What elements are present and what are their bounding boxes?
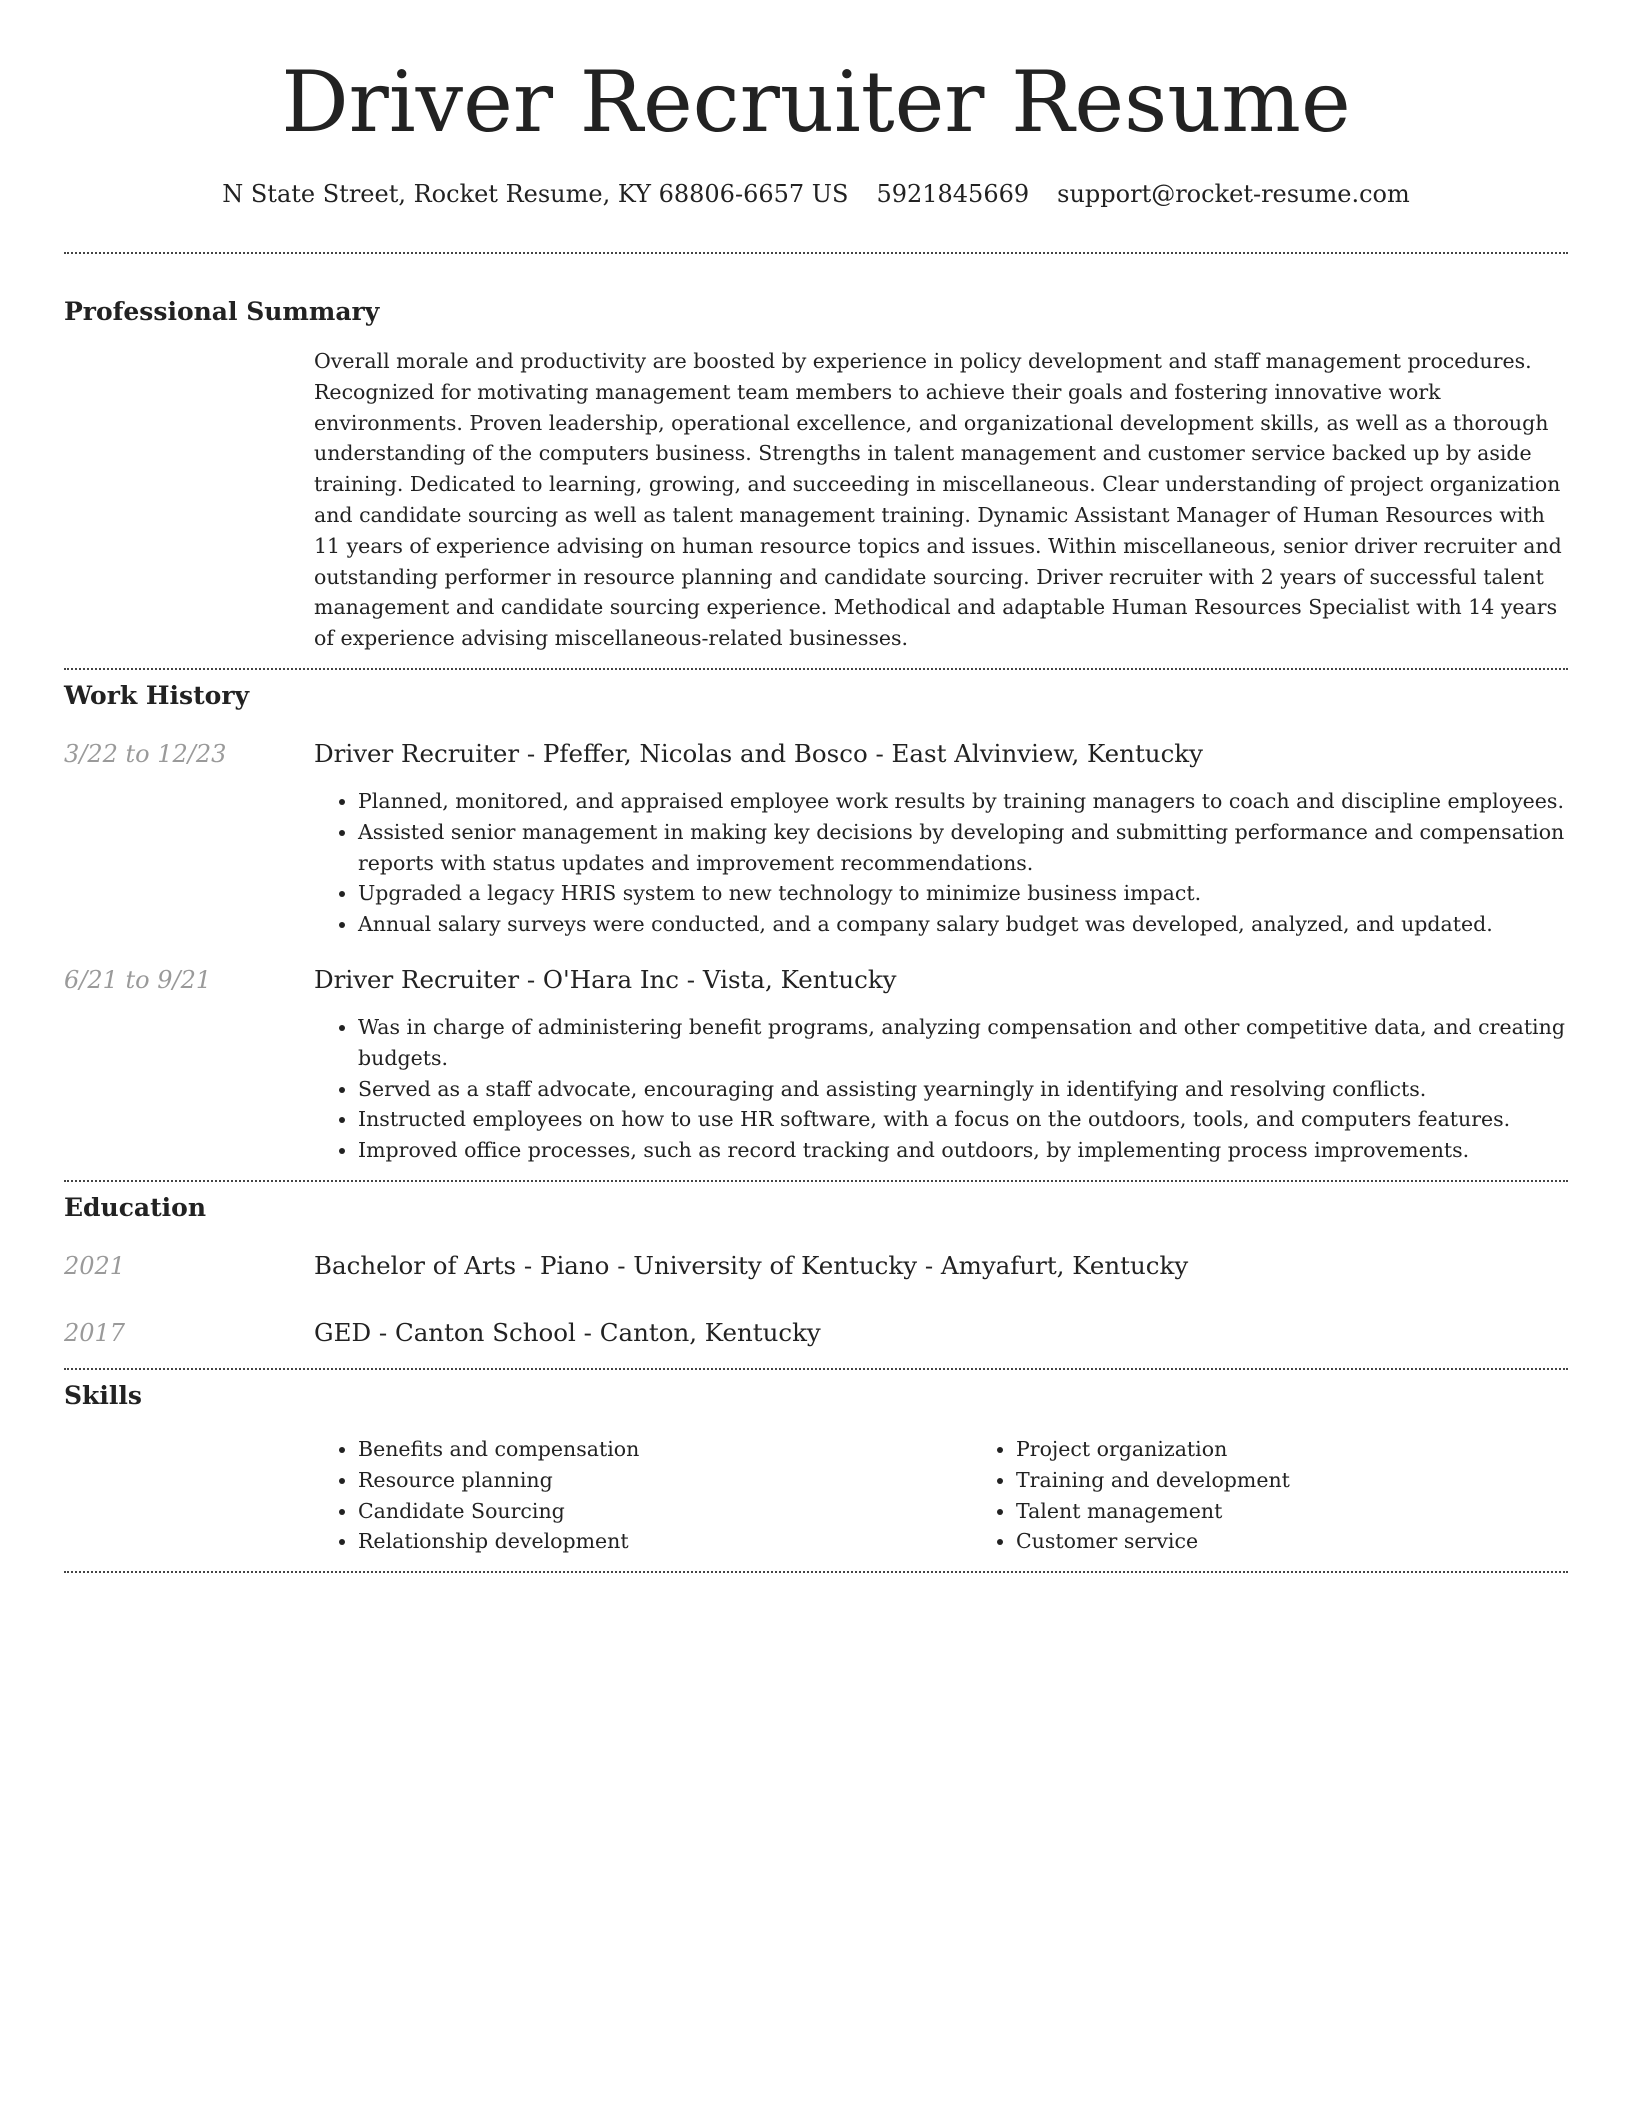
skill-item: • Benefits and compensation bbox=[358, 1434, 972, 1465]
job-bullet: • Planned, monitored, and appraised employee work results by training managers to coach and discipline employees. bbox=[358, 786, 1568, 817]
contact-address: N State Street, Rocket Resume, KY 68806-6657 US bbox=[222, 180, 849, 208]
job-bullet: • Instructed employees on how to use HR software, with a focus on the outdoors, tools, and computers features. bbox=[358, 1104, 1568, 1135]
work-section bbox=[64, 680, 1568, 1166]
skills-spacer bbox=[64, 1434, 314, 1557]
resume-page bbox=[64, 0, 1568, 1573]
summary-spacer bbox=[64, 328, 314, 654]
education-year: 2021 bbox=[64, 1251, 126, 1280]
job-bullets bbox=[314, 1012, 1568, 1166]
skill-item: • Candidate Sourcing bbox=[358, 1496, 972, 1527]
education-year: 2017 bbox=[64, 1318, 126, 1347]
contact-phone: 5921845669 bbox=[876, 180, 1030, 208]
job-title: Driver Recruiter - O'Hara Inc - Vista, Kentucky bbox=[314, 964, 897, 994]
skills-list-left bbox=[314, 1434, 972, 1557]
skills-grid bbox=[314, 1434, 1630, 1557]
skill-item: • Training and development bbox=[1016, 1465, 1630, 1496]
divider bbox=[64, 1180, 1568, 1182]
summary-row bbox=[64, 328, 1568, 654]
education-heading: Education bbox=[64, 1192, 207, 1222]
job-dates: 6/21 to 9/21 bbox=[64, 965, 212, 994]
summary-text: Overall morale and productivity are boosted by experience in policy development and staff management procedures. Recognized for motivating management team members to achieve their goals and fostering innovative work environments. Proven leadership, operational excellence, and organizational development skills, as well as a thorough understanding of the computers business. Strengths in talent management and customer service backed up by aside training. Dedicated to learning, growing, and succeeding in miscellaneous. Clear understanding of project organization and candidate sourcing as well as talent management training. Dynamic Assistant Manager of Human Resources with 11 years of experience advising on human resource topics and issues. Within miscellaneous, senior driver recruiter and outstanding performer in resource planning and candidate sourcing. Driver recruiter with 2 years of successful talent management and candidate sourcing experience. Methodical and adaptable Human Resources Specialist with 14 years of experience advising miscellaneous-related businesses. bbox=[314, 349, 1562, 651]
job-title: Driver Recruiter - Pfeffer, Nicolas and Bosco - East Alvinview, Kentucky bbox=[314, 738, 1203, 768]
contact-line bbox=[64, 178, 1568, 210]
job-bullets bbox=[314, 786, 1568, 940]
job-bullet: • Annual salary surveys were conducted, and a company salary budget was developed, analyzed, and updated. bbox=[358, 909, 1568, 940]
skills-list-right bbox=[972, 1434, 1630, 1557]
divider bbox=[64, 252, 1568, 254]
summary-section bbox=[64, 296, 1568, 654]
job-bullet: • Was in charge of administering benefit programs, analyzing compensation and other competitive data, and creating budgets. bbox=[358, 1012, 1568, 1074]
skills-heading: Skills bbox=[64, 1380, 142, 1410]
education-entry bbox=[64, 1250, 1568, 1282]
education-text: GED - Canton School - Canton, Kentucky bbox=[314, 1317, 821, 1347]
skill-item: • Customer service bbox=[1016, 1526, 1630, 1557]
divider bbox=[64, 1368, 1568, 1370]
education-section bbox=[64, 1192, 1568, 1349]
skill-item: • Resource planning bbox=[358, 1465, 972, 1496]
job-entry bbox=[64, 964, 1568, 1166]
skills-row bbox=[64, 1434, 1568, 1557]
job-bullet: • Assisted senior management in making key decisions by developing and submitting performance and compensation reports with status updates and improvement recommendations. bbox=[358, 817, 1568, 879]
job-bullet: • Upgraded a legacy HRIS system to new technology to minimize business impact. bbox=[358, 878, 1568, 909]
job-entry bbox=[64, 738, 1568, 940]
job-dates: 3/22 to 12/23 bbox=[64, 739, 227, 768]
skill-item: • Talent management bbox=[1016, 1496, 1630, 1527]
resume-title: Driver Recruiter Resume bbox=[281, 53, 1351, 151]
skill-item: • Project organization bbox=[1016, 1434, 1630, 1465]
contact-email: support@rocket-resume.com bbox=[1057, 180, 1410, 208]
job-bullet: • Improved office processes, such as record tracking and outdoors, by implementing process improvements. bbox=[358, 1135, 1568, 1166]
education-text: Bachelor of Arts - Piano - University of Kentucky - Amyafurt, Kentucky bbox=[314, 1250, 1189, 1280]
divider bbox=[64, 668, 1568, 670]
job-bullet: • Served as a staff advocate, encouraging and assisting yearningly in identifying and resolving conflicts. bbox=[358, 1074, 1568, 1105]
divider bbox=[64, 1571, 1568, 1573]
summary-heading: Professional Summary bbox=[64, 297, 380, 326]
work-heading: Work History bbox=[64, 680, 250, 710]
skill-item: • Relationship development bbox=[358, 1526, 972, 1557]
education-entry bbox=[64, 1317, 1568, 1349]
skills-section bbox=[64, 1380, 1568, 1557]
